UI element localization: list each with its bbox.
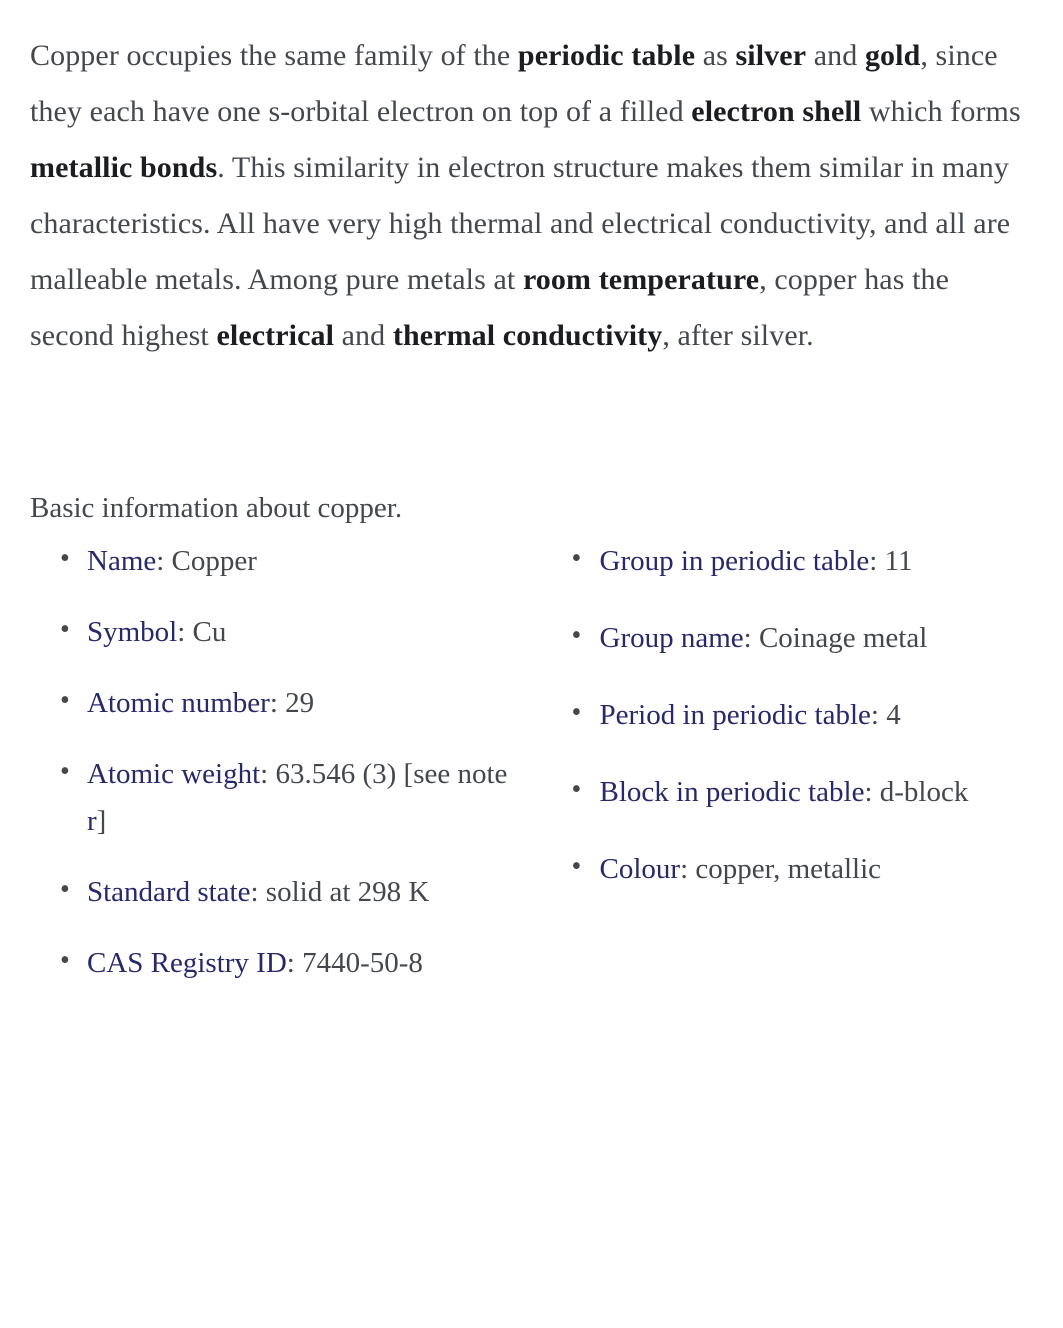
intro-text: and xyxy=(806,39,865,72)
fact-item xyxy=(30,940,532,987)
intro-term-link[interactable]: electron shell xyxy=(691,95,862,129)
intro-term-link[interactable]: electrical xyxy=(216,319,335,353)
fact-label-link[interactable]: Block in periodic table xyxy=(599,775,865,808)
fact-item xyxy=(30,538,532,585)
intro-text: and xyxy=(334,319,393,353)
fact-label-link[interactable]: Group in periodic table xyxy=(599,545,870,578)
intro-term-link[interactable]: silver xyxy=(735,39,807,72)
fact-value-tail: ] xyxy=(96,804,107,837)
fact-item xyxy=(544,769,1034,816)
fact-value: : 4 xyxy=(870,699,901,731)
intro-term-link[interactable]: metallic bonds xyxy=(30,151,218,185)
fact-value: : 7440-50-8 xyxy=(286,946,423,979)
intro-text: , after silver. xyxy=(662,319,814,353)
page-left-margin xyxy=(0,0,4,1328)
intro-term-link[interactable]: room temperature xyxy=(522,263,760,297)
intro-text: , copper has the second highest xyxy=(30,263,950,353)
fact-item xyxy=(544,538,1034,585)
fact-item xyxy=(30,751,532,845)
intro-text: which forms xyxy=(861,95,1021,129)
fact-label-link[interactable]: Atomic weight xyxy=(87,757,261,790)
intro-text: Copper occupies the same family of the xyxy=(30,39,518,72)
fact-note-link[interactable]: r xyxy=(87,804,97,837)
fact-item xyxy=(544,692,1034,739)
fact-label-link[interactable]: Standard state xyxy=(87,875,251,908)
fact-item xyxy=(30,609,532,656)
intro-term-link[interactable]: gold xyxy=(864,39,921,72)
section-title: Basic information about copper. xyxy=(30,491,403,524)
fact-value: : Cu xyxy=(177,616,227,649)
intro-text: , since they each have one s-orbital electron on top of a filled xyxy=(30,39,998,129)
facts-column-left xyxy=(30,538,532,1011)
fact-label-link[interactable]: CAS Registry ID xyxy=(87,946,287,979)
fact-value: : solid at 298 K xyxy=(250,875,430,908)
fact-value: : d-block xyxy=(864,775,969,808)
fact-value: : 63.546 (3) [see note xyxy=(260,757,508,790)
intro-text: . This similarity in electron structure makes them similar in many characteristics. All have very high thermal and electrical conductivity, and all are malleable metals. Among pure metals at xyxy=(30,151,1011,297)
facts-list-right xyxy=(544,538,1034,893)
intro-term-link[interactable]: periodic table xyxy=(517,39,696,72)
fact-label-link[interactable]: Symbol xyxy=(87,616,178,649)
fact-item xyxy=(30,869,532,916)
intro-term-link[interactable]: thermal conductivity xyxy=(392,319,663,353)
fact-value: : 29 xyxy=(269,687,315,719)
facts-column-right xyxy=(532,538,1034,1011)
fact-label-link[interactable]: Name xyxy=(87,545,157,578)
fact-value: : Coinage metal xyxy=(743,622,928,655)
fact-item xyxy=(544,846,1034,893)
fact-value: : copper, metallic xyxy=(680,852,882,885)
fact-item xyxy=(30,680,532,727)
fact-label-link[interactable]: Group name xyxy=(599,622,744,655)
facts-list-left xyxy=(30,538,532,987)
facts-columns xyxy=(30,538,1033,1011)
fact-value: : 11 xyxy=(869,545,913,578)
intro-text: as xyxy=(695,39,736,72)
intro-paragraph xyxy=(30,28,1033,365)
fact-value: : Copper xyxy=(156,545,257,578)
fact-label-link[interactable]: Atomic number xyxy=(87,687,270,719)
fact-label-link[interactable]: Colour xyxy=(599,852,681,885)
fact-item xyxy=(544,615,1034,662)
fact-label-link[interactable]: Period in periodic table xyxy=(599,699,871,731)
